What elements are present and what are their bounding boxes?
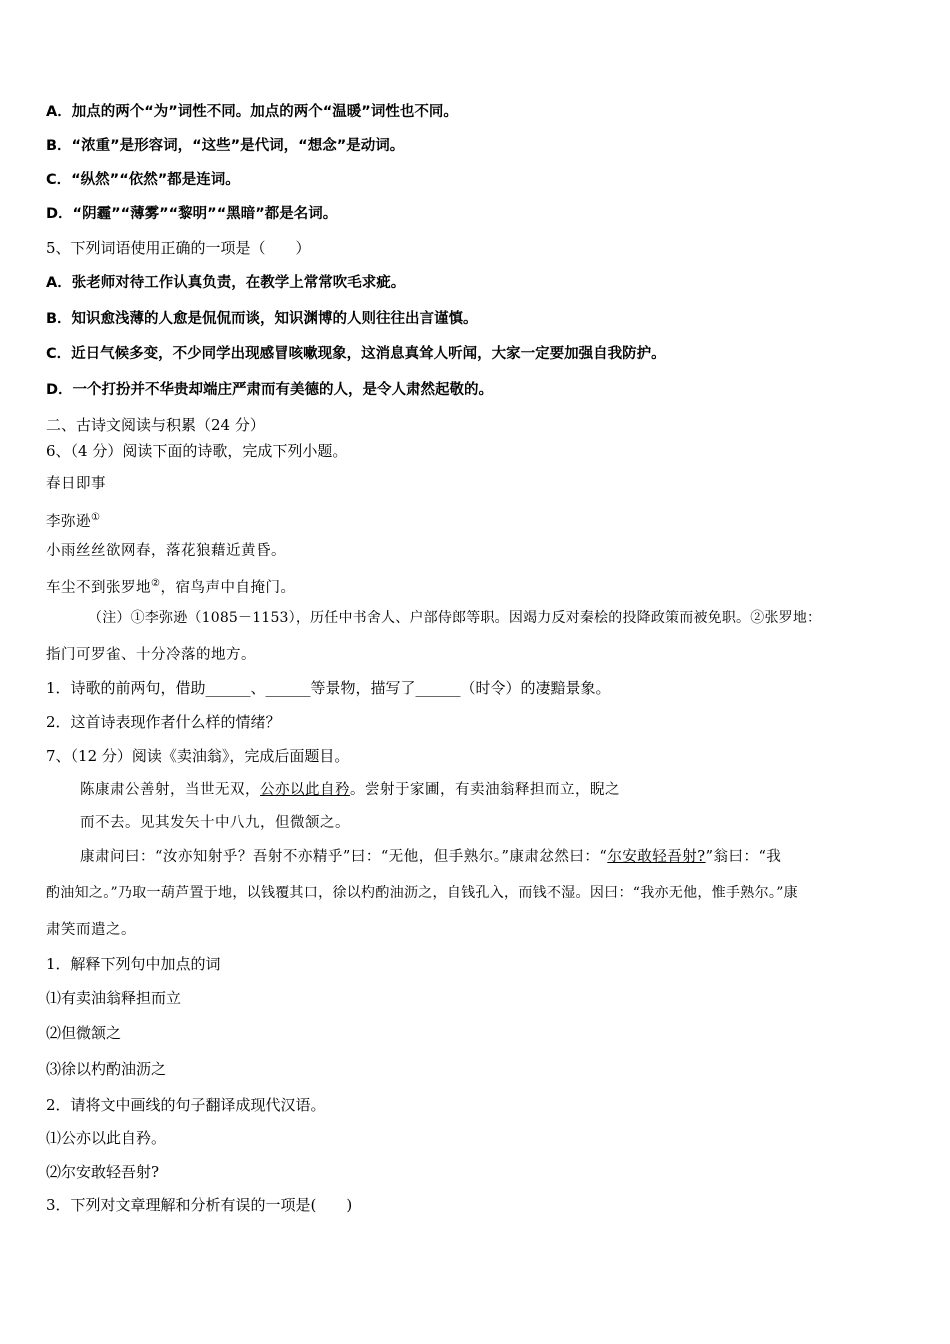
poem-line-2b: ，宿鸟声中自掩门。: [160, 579, 296, 596]
passage-para-1a: [80, 780, 620, 800]
q5-option-c: C．近日气候多变，不少同学出现感冒咳嗽现象，这消息真耸人听闻，大家一定要加强自我防护。: [46, 346, 666, 362]
q7-sub3: 3．下列对文章理解和分析有误的一项是( ): [46, 1196, 353, 1214]
q6-sub2: 2．这首诗表现作者什么样的情绪？: [46, 713, 281, 731]
q6-sub1: 1．诗歌的前两句，借助______、______等景物，描写了______（时令）的凄黯景象。: [46, 679, 611, 697]
q4-option-c: C．“纵然”“依然”都是连词。: [46, 172, 240, 188]
poem-note-1: （注）①李弥逊（1085－1153），历任中书舍人、户部侍郎等职。因竭力反对秦桧的投降政策而被免职。②张罗地：: [88, 610, 822, 626]
q7-sub1-item-3: ⑶徐以杓酌油沥之: [46, 1060, 167, 1078]
q7-sub2-item-1: ⑴公亦以此自矜。: [46, 1129, 167, 1147]
passage-para-2a: [80, 847, 781, 867]
poem-author: [46, 508, 100, 532]
passage-underline-1: 公亦以此自矜: [260, 782, 350, 798]
q4-option-a: A．加点的两个“为”词性不同。加点的两个“温暖”词性也不同。: [46, 104, 458, 120]
q7-stem: 7、（12 分）阅读《卖油翁》，完成后面题目。: [46, 747, 350, 765]
poem-title: 春日即事: [46, 476, 106, 492]
passage-para-2c: 肃笑而遣之。: [46, 922, 136, 938]
poem-author-note: ①: [91, 512, 101, 523]
passage-underline-2: 尔安敢轻吾射?: [607, 849, 706, 865]
q6-stem: 6、（4 分）阅读下面的诗歌，完成下列小题。: [46, 442, 348, 460]
passage-p2-part-a: 康肃问曰：“汝亦知射乎？吾射不亦精乎”曰：“无他，但手熟尔。”康肃忿然曰：“: [80, 849, 608, 865]
q7-sub2: 2．请将文中画线的句子翻译成现代汉语。: [46, 1096, 326, 1114]
q5-option-a: A．张老师对待工作认真负责，在教学上常常吹毛求疵。: [46, 275, 406, 291]
poem-line-2: [46, 574, 295, 598]
section2-title: 二、古诗文阅读与积累（24 分）: [46, 416, 265, 434]
passage-p1-part-a: 陈康肃公善射，当世无双，: [80, 782, 260, 798]
q4-option-d: D．“阴霾”“薄雾”“黎明”“黑暗”都是名词。: [46, 206, 338, 222]
q5-stem: 5、下列词语使用正确的一项是（ ）: [46, 239, 311, 257]
passage-p1-part-b: 。尝射于家圃，有卖油翁释担而立，睨之: [350, 782, 620, 798]
poem-line-1: 小雨丝丝欲网春，落花狼藉近黄昏。: [46, 543, 286, 559]
passage-para-1b: 而不去。见其发矢十中八九，但微颔之。: [80, 815, 350, 831]
poem-note-2: 指门可罗雀、十分冷落的地方。: [46, 647, 256, 663]
q7-sub1: 1．解释下列句中加点的词: [46, 955, 221, 973]
poem-line-2-note: ②: [151, 578, 161, 589]
poem-line-2a: 车尘不到张罗地: [46, 579, 151, 596]
passage-p2-part-b: ”翁曰：“我: [705, 849, 782, 865]
q5-option-d: D．一个打扮并不华贵却端庄严肃而有美德的人，是令人肃然起敬的。: [46, 382, 494, 398]
passage-para-2b: 酌油知之。”乃取一葫芦置于地，以钱覆其口，徐以杓酌油沥之，自钱孔入，而钱不湿。因曰：“我亦无他，惟手熟尔。”康: [46, 885, 798, 901]
q4-option-b: B．“浓重”是形容词，“这些”是代词，“想念”是动词。: [46, 138, 405, 154]
q7-sub1-item-1: ⑴有卖油翁释担而立: [46, 989, 182, 1007]
q5-option-b: B．知识愈浅薄的人愈是侃侃而谈，知识渊博的人则往往出言谨慎。: [46, 311, 478, 327]
q7-sub1-item-2: ⑵但微颔之: [46, 1024, 122, 1042]
q7-sub2-item-2: ⑵尔安敢轻吾射?: [46, 1163, 160, 1181]
poem-author-name: 李弥逊: [46, 513, 91, 530]
